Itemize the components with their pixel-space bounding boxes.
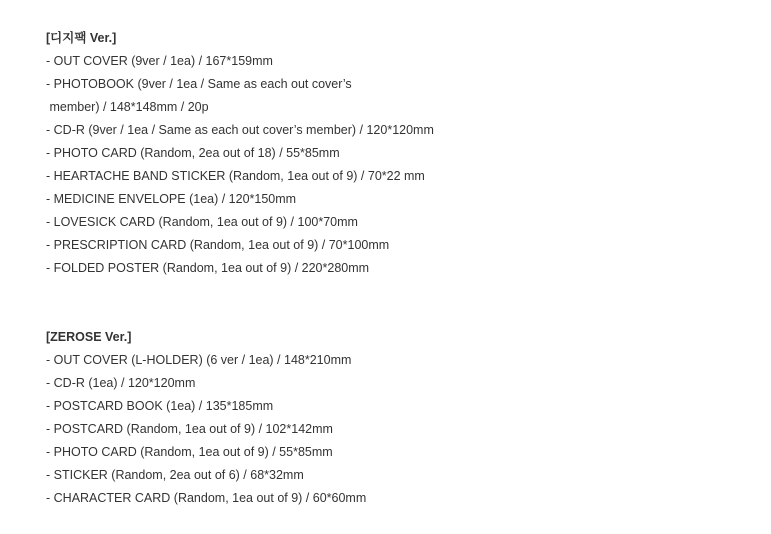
section-digipack	[46, 29, 746, 282]
list-item: - POSTCARD (Random, 1ea out of 9) / 102*142mm	[46, 422, 333, 436]
list-item: - STICKER (Random, 2ea out of 6) / 68*32mm	[46, 468, 304, 482]
list-item: - CHARACTER CARD (Random, 1ea out of 9) / 60*60mm	[46, 491, 367, 505]
list-item: - OUT COVER (L-HOLDER) (6 ver / 1ea) / 148*210mm	[46, 353, 352, 367]
list-item: - PRESCRIPTION CARD (Random, 1ea out of 9) / 70*100mm	[46, 238, 390, 252]
list-item: - LOVESICK CARD (Random, 1ea out of 9) / 100*70mm	[46, 215, 358, 229]
list-item: - CD-R (9ver / 1ea / Same as each out cover’s member) / 120*120mm	[46, 123, 434, 137]
section-spacer	[46, 282, 746, 328]
list-item: - HEARTACHE BAND STICKER (Random, 1ea out of 9) / 70*22 mm	[46, 169, 425, 183]
section-zerose	[46, 328, 746, 512]
list-item: - PHOTO CARD (Random, 1ea out of 9) / 55*85mm	[46, 445, 333, 459]
list-item: - POSTCARD BOOK (1ea) / 135*185mm	[46, 399, 274, 413]
list-item: member) / 148*148mm / 20p	[46, 100, 209, 114]
list-item: - FOLDED POSTER (Random, 1ea out of 9) / 220*280mm	[46, 261, 370, 275]
section-title-zerose: [ZEROSE Ver.]	[46, 330, 132, 344]
list-item: - CD-R (1ea) / 120*120mm	[46, 376, 196, 390]
product-components-list	[46, 29, 746, 512]
list-item: - PHOTO CARD (Random, 2ea out of 18) / 55*85mm	[46, 146, 340, 160]
list-item: - OUT COVER (9ver / 1ea) / 167*159mm	[46, 54, 273, 68]
list-item: - MEDICINE ENVELOPE (1ea) / 120*150mm	[46, 192, 297, 206]
section-title-digipack: [디지팩 Ver.]	[46, 31, 117, 45]
list-item: - PHOTOBOOK (9ver / 1ea / Same as each out cover’s	[46, 77, 352, 91]
